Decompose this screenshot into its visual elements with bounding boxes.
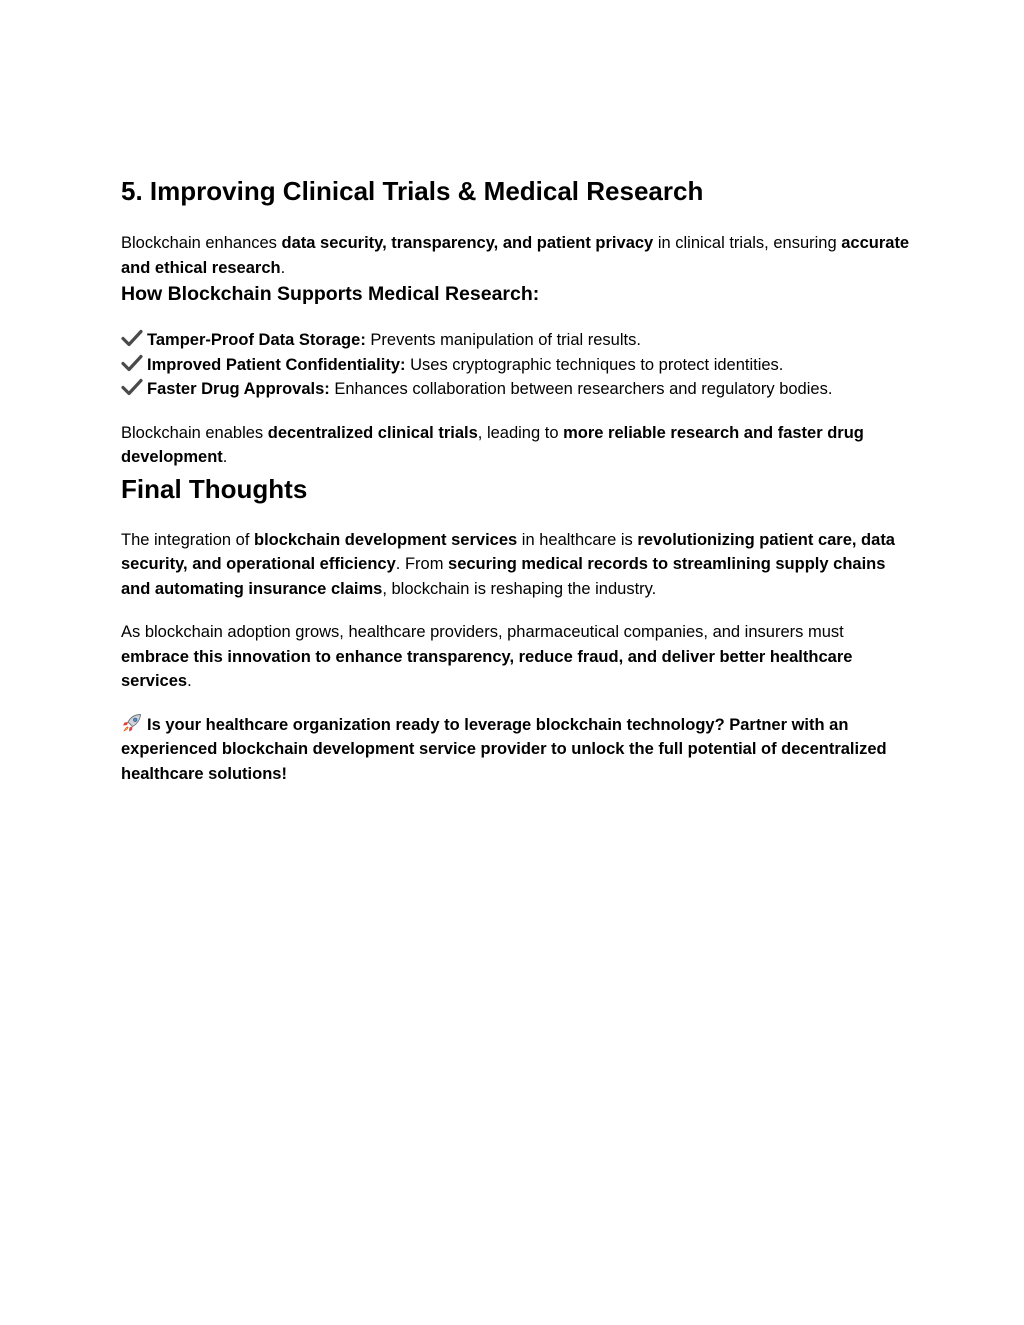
subheading-medical-research-support: How Blockchain Supports Medical Research:	[121, 283, 540, 305]
text-run: , leading to	[477, 423, 564, 442]
list-item	[121, 356, 783, 374]
list-item-text: Prevents manipulation of trial results.	[365, 331, 641, 349]
bold-text-run: decentralized clinical trials	[267, 423, 478, 442]
list-item-title: Improved Patient Confidentiality:	[147, 355, 406, 374]
clinical-trials-intro-paragraph	[121, 231, 911, 280]
list-item-text: Uses cryptographic techniques to protect identities.	[405, 355, 784, 374]
bold-text-run: revolutionizing patient care, data security, and operational efficiency	[121, 530, 895, 573]
check-mark-icon	[121, 329, 143, 347]
final-thoughts-paragraph-1	[121, 528, 911, 602]
text-run: in healthcare is	[517, 530, 638, 549]
list-item	[121, 331, 641, 349]
check-mark-icon	[121, 378, 143, 396]
call-to-action-text: Is your healthcare organization ready to leverage blockchain technology? Partner with an experienced blockchain development service provider to unlock the full potential of decentralized healthcare solutions!	[121, 715, 887, 783]
section-heading-clinical-trials: 5. Improving Clinical Trials & Medical Research	[121, 176, 704, 206]
call-to-action-paragraph	[121, 713, 911, 787]
bold-text-run: more reliable research and faster drug development	[121, 423, 864, 466]
list-item-title: Faster Drug Approvals:	[147, 380, 330, 398]
section-heading-final-thoughts: Final Thoughts	[121, 473, 308, 504]
text-run: in clinical trials, ensuring	[653, 234, 842, 252]
text-run: .	[280, 258, 286, 277]
bold-text-run: securing medical records to streamlining supply chains and automating insurance claims	[121, 555, 886, 598]
list-item-text: Enhances collaboration between researchers and regulatory bodies.	[329, 380, 833, 398]
clinical-trials-closing-paragraph	[121, 421, 911, 470]
text-run: Blockchain enhances	[121, 234, 282, 252]
bold-text-run: accurate and ethical research	[121, 234, 910, 277]
list-item-title: Tamper-Proof Data Storage:	[147, 331, 366, 349]
text-run: .	[222, 448, 228, 466]
text-run: . From	[395, 555, 449, 573]
text-run: .	[187, 672, 192, 690]
check-mark-icon	[121, 354, 143, 372]
text-run: The integration of	[121, 530, 254, 549]
bold-text-run: embrace this innovation to enhance transparency, reduce fraud, and deliver better healthcare services	[121, 647, 853, 690]
text-run: As blockchain adoption grows, healthcare providers, pharmaceutical companies, and insurers must	[121, 623, 844, 641]
final-thoughts-paragraph-2	[121, 620, 911, 694]
list-item	[121, 380, 832, 398]
text-run: Blockchain enables	[121, 423, 268, 442]
bold-text-run: blockchain development services	[254, 530, 518, 549]
rocket-icon	[121, 713, 143, 733]
benefits-list	[121, 328, 911, 402]
bold-text-run: data security, transparency, and patient privacy	[281, 234, 654, 252]
document-page	[121, 172, 911, 786]
text-run: , blockchain is reshaping the industry.	[382, 579, 657, 598]
